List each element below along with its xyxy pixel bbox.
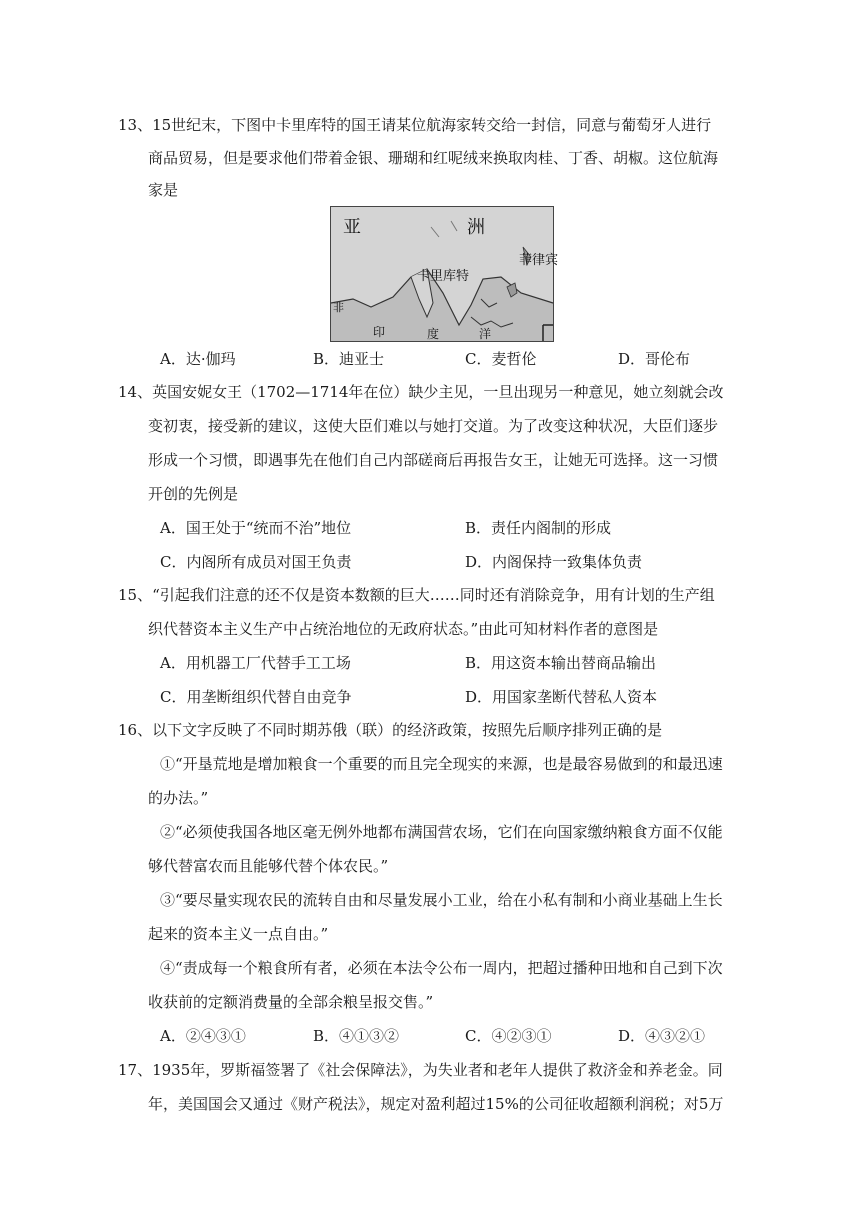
map-label-ya: 亚 <box>343 217 361 238</box>
q13-option-c: C．麦哲伦 <box>465 350 537 368</box>
q13-option-d: D．哥伦布 <box>618 350 691 368</box>
q14-line-2: 变初衷，接受新的建议，这使大臣们难以与她打交道。为了改变这种状况，大臣们逐步 <box>148 417 719 435</box>
map-label-calicut: 卡里库特 <box>417 269 470 284</box>
map-label-yang: 洋 <box>479 327 492 341</box>
q16-item-4-line-2: 收获前的定额消费量的全部余粮呈报交售。” <box>148 993 434 1011</box>
q16-line-1: 16、以下文字反映了不同时期苏俄（联）的经济政策，按照先后顺序排列正确的是 <box>118 721 663 739</box>
q14-option-b: B．责任内阁制的形成 <box>465 519 612 537</box>
q16-option-a: A．②④③① <box>160 1027 246 1045</box>
q15-option-b: B．用这资本输出替商品输出 <box>465 654 657 672</box>
q15-line-2: 织代替资本主义生产中占统治地位的无政府状态。”由此可知材料作者的意图是 <box>148 620 659 638</box>
q16-item-2-line-1: ②“必须使我国各地区毫无例外地都布满国营农场，它们在向国家缴纳粮食方面不仅能 <box>160 823 723 841</box>
q13-line-1: 13、15世纪末，下图中卡里库特的国王请某位航海家转交给一封信，同意与葡萄牙人进行 <box>118 116 712 134</box>
asia-map-figure <box>330 206 559 342</box>
q14-option-d: D．内阁保持一致集体负责 <box>465 553 643 571</box>
map-label-fei: 非 <box>333 301 344 314</box>
map-label-du: 度 <box>427 327 440 341</box>
q16-option-b: B．④①③② <box>313 1027 400 1045</box>
q16-item-1-line-2: 的办法。” <box>148 789 209 807</box>
q16-item-3-line-1: ③“要尽量实现农民的流转自由和尽量发展小工业，给在小私有制和小商业基础上生长 <box>160 891 723 909</box>
map-label-philippines: 菲律宾 <box>519 253 559 268</box>
q17-line-2: 年，美国国会又通过《财产税法》，规定对盈利超过15%的公司征收超额利润税；对5万 <box>148 1095 724 1113</box>
map-label-yin: 印 <box>373 325 386 339</box>
q13-option-b: B．迪亚士 <box>313 350 385 368</box>
q16-option-c: C．④②③① <box>465 1027 552 1045</box>
q14-option-c: C．内阁所有成员对国王负责 <box>160 553 352 571</box>
q14-line-1: 14、英国安妮女王（1702—1714年在位）缺少主见，一旦出现另一种意见，她立刻就会改 <box>118 383 724 401</box>
q16-item-4-line-1: ④“责成每一个粮食所有者，必须在本法令公布一周内，把超过播种田地和自己到下次 <box>160 959 723 977</box>
q17-line-1: 17、1935年，罗斯福签署了《社会保障法》，为失业者和老年人提供了救济金和养老金。同 <box>118 1061 723 1079</box>
q16-item-2-line-2: 够代替富农而且能够代替个体农民。” <box>148 857 389 875</box>
q16-item-1-line-1: ①“开垦荒地是增加粮食一个重要的而且完全现实的来源，也是最容易做到的和最迅速 <box>160 755 723 773</box>
q15-option-d: D．用国家垄断代替私人资本 <box>465 688 658 706</box>
q13-line-3: 家是 <box>148 181 179 199</box>
map-label-zhou: 洲 <box>467 217 485 238</box>
q13-line-2: 商品贸易，但是要求他们带着金银、珊瑚和红呢绒来换取肉桂、丁香、胡椒。这位航海 <box>148 149 719 167</box>
q15-line-1: 15、“引起我们注意的还不仅是资本数额的巨大……同时还有消除竞争，用有计划的生产组 <box>118 586 715 604</box>
q15-option-c: C．用垄断组织代替自由竞争 <box>160 688 352 706</box>
q13-option-a: A．达·伽玛 <box>160 350 236 368</box>
q14-option-a: A．国王处于“统而不治”地位 <box>160 519 352 537</box>
q14-line-4: 开创的先例是 <box>148 485 239 503</box>
q14-line-3: 形成一个习惯，即遇事先在他们自己内部磋商后再报告女王，让她无可选择。这一习惯 <box>148 451 719 469</box>
q16-option-d: D．④③②① <box>618 1027 706 1045</box>
q15-option-a: A．用机器工厂代替手工工场 <box>160 654 351 672</box>
q16-item-3-line-2: 起来的资本主义一点自由。” <box>148 925 329 943</box>
